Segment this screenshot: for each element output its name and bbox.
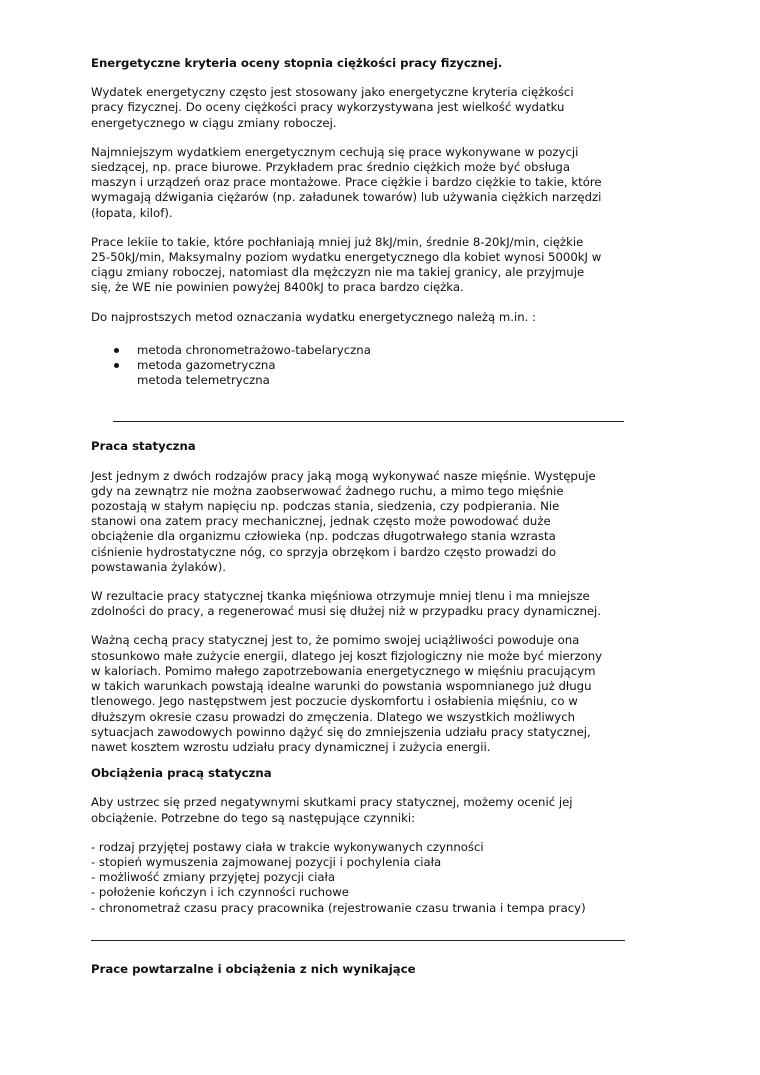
list-item: - położenie kończyn i ich czynności ruchowe [91,885,349,900]
paragraph-static-result: W rezultacie pracy statycznej tkanka mięśniowa otrzymuje mniej tlenu i ma mniejsze zdolności do pracy, a regenerować musi się dłużej niż w przypadku pracy dynamicznej. [91,589,602,619]
heading-static-work: Praca statyczna [91,439,196,454]
list-item: metoda gazometryczna [91,358,626,373]
paragraph-energy-expenditure: Wydatek energetyczny często jest stosowany jako energetyczne kryteria ciężkości pracy fizycznej. Do oceny ciężkości pracy wykorzystywana jest wielkość wydatku energetycznego w ciągu zmiany roboczej. [91,85,574,130]
paragraph-static-load: Aby ustrzec się przed negatywnymi skutkami pracy statycznej, możemy ocenić jej obciążenie. Potrzebne do tego są następujące czynniki: [91,795,573,825]
paragraph-work-levels: Prace lekiie to takie, które pochłaniają mniej już 8kJ/min, średnie 8-20kJ/min, ciężkie 25-50kJ/min, Maksymalny poziom wydatku energetycznego dla kobiet wynosi 5000kJ w ciągu zmiany roboczej, natomiast dla mężczyzn nie ma takiej granicy, ale przyjmuje się, że WE nie powinien powyżej 8400kJ to praca bardzo ciężka. [91,234,602,295]
paragraph-work-types: Najmniejszym wydatkiem energetycznym cechują się prace wykonywane w pozycji siedzącej, np. prace biurowe. Przykładem prac średnio ciężkich może być obsługa maszyn i urządzeń oraz prace montażowe. Prace ciężkie i bardzo ciężkie to takie, które wymagają dźwigania ciężarów (np. załadunek towarów) lub używania ciężkich narzędzi (łopata, kilof). [91,144,602,220]
factors-list [91,840,626,916]
heading-static-load: Obciążenia pracą statyczna [91,766,272,781]
list-item: - możliwość zmiany przyjętej pozycji ciała [91,870,336,885]
list-item: metoda telemetryczna [137,373,270,388]
divider [91,940,625,941]
divider [113,421,624,422]
methods-list [91,343,626,389]
list-item: - rodzaj przyjętej postawy ciała w trakcie wykonywanych czynności [91,839,484,854]
heading-repetitive-work: Prace powtarzalne i obciążenia z nich wynikające [91,961,416,976]
list-item: metoda chronometrażowo-tabelaryczna [91,343,626,358]
list-item: - chronometraż czasu pracy pracownika (rejestrowanie czasu trwania i tempa pracy) [91,900,586,915]
heading-energy-criteria: Energetyczne kryteria oceny stopnia ciężkości pracy fizycznej. [91,56,503,70]
document-page [91,56,626,977]
list-item: - stopień wymuszenia zajmowanej pozycji i pochylenia ciała [91,854,442,869]
paragraph-static-feature: Ważną cechą pracy statycznej jest to, że pomimo swojej uciążliwości powoduje ona stosunkowo małe zużycie energii, dlatego jej koszt fizjologiczny nie może być mierzony w kaloriach. Pomimo małego zapotrzebowania energetycznego w mięśniu pracującym w takich warunkach powstają idealne warunki do powstania wspomnianego już długu tlenowego. Jego następstwem jest poczucie dyskomfortu i osłabienia mięśniu, co w dłuższym okresie czasu prowadzi do zmęczenia. Dlatego we wszystkich możliwych sytuacjach zawodowych powinno dążyć się do zmniejszenia udziału pracy statycznej, nawet kosztem wzrostu udziału pracy dynamicznej i zużycia energii. [91,633,603,754]
paragraph-methods-intro: Do najprostszych metod oznaczania wydatku energetycznego należą m.in. : [91,309,536,324]
paragraph-static-definition: Jest jednym z dwóch rodzajów pracy jaką mogą wykonywać nasze mięśnie. Występuje gdy na zewnątrz nie można zaobserwować żadnego ruchu, a mimo tego mięśnie pozostają w stałym napięciu np. podczas stania, siedzenia, czy podpierania. Nie stanowi ona zatem pracy mechanicznej, jednak często może powodować duże obciążenie dla organizmu człowieka (np. podczas długotrwałego stania wzrasta ciśnienie hydrostatyczne nóg, co sprzyja obrzękom i bardzo często prowadzi do powstawania żylaków). [91,468,596,574]
